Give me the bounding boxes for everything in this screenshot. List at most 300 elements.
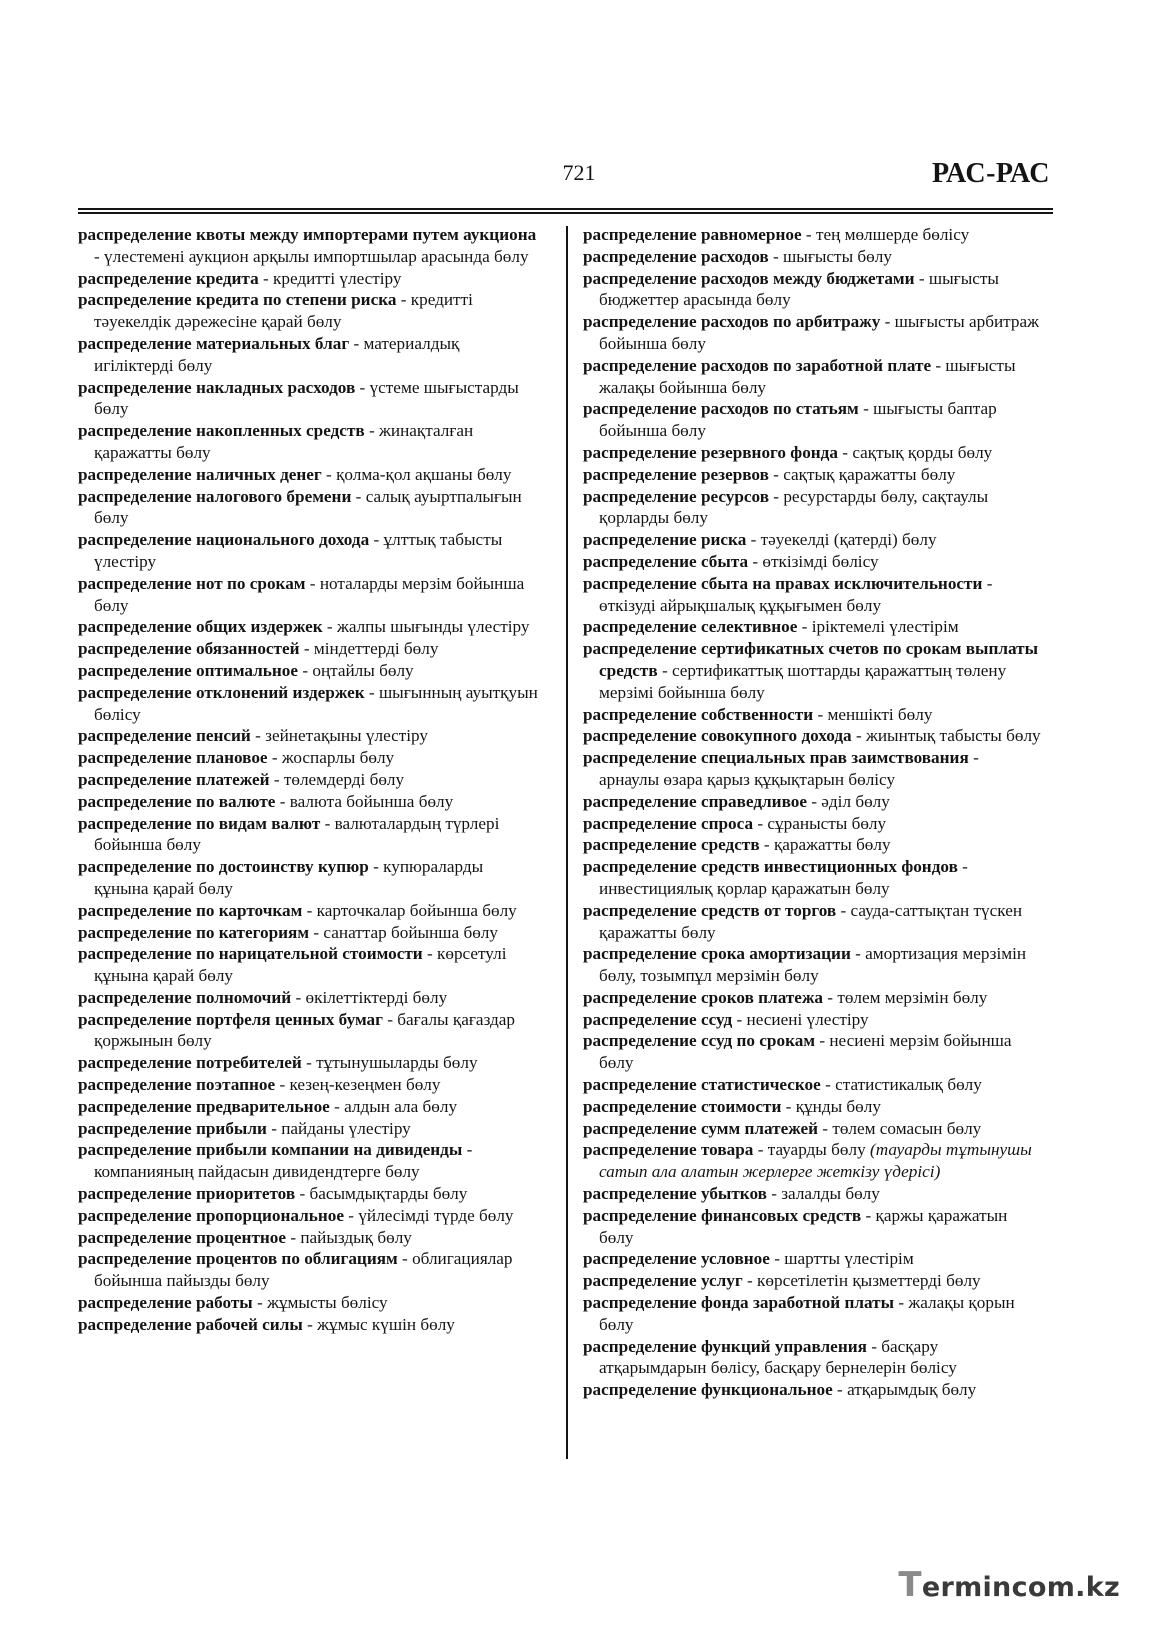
dictionary-entry — [78, 1314, 538, 1336]
entry-separator: - — [291, 987, 306, 1007]
entry-term: распределение платежей — [78, 769, 270, 789]
entry-term: распределение работы — [78, 1293, 253, 1313]
dictionary-entry — [583, 900, 1043, 944]
dictionary-entry — [583, 943, 1043, 987]
entry-term: распределение кредита по степени риска — [78, 290, 397, 310]
dictionary-entry — [583, 1074, 1043, 1096]
entry-term: распределение прибыли компании на дивиденды — [78, 1140, 463, 1160]
entry-separator: - — [275, 1075, 290, 1095]
entry-separator: - — [850, 944, 866, 964]
entry-definition: сертификаттық шоттарды қаражаттың төлену мерзімі бойынша бөлу — [599, 660, 1007, 702]
entry-term: распределение функциональное — [583, 1380, 833, 1400]
entry-definition: сауда-саттықтан түскен қаражатты бөлу — [599, 900, 1023, 942]
entry-term: распределение справедливое — [583, 791, 807, 811]
entry-term: распределение товара — [583, 1140, 754, 1160]
dictionary-entry — [583, 616, 1043, 638]
header-rule-top — [78, 208, 1053, 210]
entry-definition: көрсетулі құнына қарай бөлу — [94, 944, 507, 986]
entry-definition: тұтынушыларды бөлу — [316, 1053, 478, 1073]
dictionary-entry — [583, 747, 1043, 791]
entry-definition: шығысты бюджеттер арасында бөлу — [599, 268, 999, 310]
entry-separator: - — [861, 1205, 876, 1225]
entry-separator: - — [858, 399, 874, 419]
dictionary-entry — [583, 1009, 1043, 1031]
entry-separator: - — [832, 1380, 848, 1400]
dictionary-entry — [583, 1030, 1043, 1074]
entry-separator: - — [813, 704, 828, 724]
dictionary-entry — [78, 268, 538, 290]
dictionary-entry — [78, 377, 538, 421]
entry-definition: өткізуді айрықшалық құқығымен бөлу — [599, 595, 882, 615]
entry-separator: - — [880, 312, 895, 332]
dictionary-entry — [78, 1139, 538, 1183]
dictionary-entry — [583, 246, 1043, 268]
entry-definition: меншікті бөлу — [827, 704, 933, 724]
entry-term: распределение средств — [583, 835, 760, 855]
entry-separator: - — [302, 900, 317, 920]
entry-separator: - — [364, 682, 379, 702]
entry-term: распределение процентное — [78, 1227, 287, 1247]
entry-term: распределение портфеля ценных бумаг — [78, 1009, 383, 1029]
entry-definition: сақтық қаражатты бөлу — [783, 464, 956, 484]
entry-definition: шығысты жалақы бойынша бөлу — [599, 355, 1016, 397]
dictionary-entry — [78, 900, 538, 922]
entry-definition: жоспарлы бөлу — [281, 748, 395, 768]
entry-separator: - — [266, 1118, 282, 1138]
entry-separator: - — [329, 1096, 345, 1116]
entry-separator: - — [766, 1184, 782, 1204]
entry-definition: шығысты баптар бойынша бөлу — [599, 399, 997, 441]
entry-definition: атқарымдық бөлу — [847, 1380, 977, 1400]
entry-separator: - — [732, 1009, 747, 1029]
entry-separator: - — [982, 573, 993, 593]
entry-separator: - — [801, 225, 816, 244]
entry-term: распределение средств от торгов — [583, 900, 837, 920]
dictionary-entry — [78, 1292, 538, 1314]
dictionary-entry — [583, 987, 1043, 1009]
entry-separator: - — [820, 1075, 836, 1095]
dictionary-entry — [78, 1096, 538, 1118]
entry-definition: валюта бойынша бөлу — [289, 791, 454, 811]
entry-definition: облигациялар бойынша пайызды бөлу — [94, 1249, 513, 1291]
entry-term: распределение приоритетов — [78, 1184, 296, 1204]
dictionary-entry — [78, 1118, 538, 1140]
entry-separator: - — [286, 1227, 301, 1247]
entry-term: распределение срока амортизации — [583, 944, 851, 964]
entry-term: распределение специальных прав заимствования — [583, 748, 969, 768]
entry-definition: көрсетілетін қызметтерді бөлу — [757, 1271, 981, 1291]
dictionary-entry — [78, 529, 538, 573]
dictionary-entry — [78, 725, 538, 747]
entry-definition: сұранысты бөлу — [767, 813, 887, 833]
entry-definition: алдын ала бөлу — [344, 1096, 458, 1116]
entry-term: распределение по нарицательной стоимости — [78, 944, 423, 964]
entry-definition: үйлесімді түрде бөлу — [358, 1205, 514, 1225]
entry-definition: басқару атқарымдарын бөлісу, басқару бернелерін бөлісу — [599, 1336, 957, 1378]
entry-definition: өткізімді бөлісу — [762, 551, 879, 571]
entry-term: распределение убытков — [583, 1184, 767, 1204]
dictionary-entry — [78, 1227, 538, 1249]
entry-definition: құнды бөлу — [795, 1096, 881, 1116]
entry-term: распределение расходов по арбитражу — [583, 312, 881, 332]
entry-definition: шығысты арбитраж бойынша бөлу — [599, 312, 1039, 353]
entry-separator: - — [269, 769, 284, 789]
dictionary-entry — [78, 922, 538, 944]
entry-separator: - — [258, 268, 274, 288]
running-head: РАС-РАС — [932, 158, 1050, 189]
entry-definition: шартты үлестірім — [784, 1249, 914, 1269]
entry-separator: - — [894, 1293, 909, 1313]
dictionary-entry — [78, 769, 538, 791]
entry-separator: - — [968, 748, 979, 768]
entry-definition: пайыздық бөлу — [300, 1227, 412, 1247]
entry-definition: шығынның ауытқуын бөлісу — [94, 682, 538, 724]
entry-separator: - — [753, 813, 768, 833]
entry-separator: - — [769, 1249, 785, 1269]
entry-definition: тең мөлшерде бөлісу — [815, 225, 970, 244]
entry-term: распределение резервов — [583, 464, 769, 484]
entry-definition: материалдық игіліктерді бөлу — [94, 333, 460, 375]
entry-term: распределение фонда заработной платы — [583, 1293, 895, 1313]
entry-separator: - — [355, 377, 370, 397]
entry-term: распределение расходов — [583, 246, 769, 266]
dictionary-entry — [78, 856, 538, 900]
dictionary-entry — [583, 1118, 1043, 1140]
dictionary-entry — [583, 1183, 1043, 1205]
entry-term: распределение стоимости — [583, 1096, 782, 1116]
entry-term: распределение квоты между импортерами путем аукциона — [78, 225, 537, 244]
entry-term: распределение сбыта — [583, 551, 749, 571]
entry-term: распределение по видам валют — [78, 813, 321, 833]
entry-definition: статистикалық бөлу — [835, 1075, 982, 1095]
entry-term: распределение ресурсов — [583, 486, 769, 506]
entry-separator: - — [815, 1031, 830, 1051]
entry-term: распределение услуг — [583, 1271, 743, 1291]
dictionary-entry — [583, 1139, 1043, 1183]
entry-separator: - — [742, 1271, 758, 1291]
header-rule-bottom — [78, 212, 1053, 214]
entry-separator: - — [837, 442, 853, 462]
entry-definition: несиені үлестіру — [746, 1009, 869, 1029]
entry-term: распределение финансовых средств — [583, 1205, 862, 1225]
dictionary-entry — [78, 289, 538, 333]
entry-definition: ресурстарды бөлу, сақтаулы қорларды бөлу — [599, 486, 989, 528]
entry-definition: іріктемелі үлестірім — [811, 617, 959, 637]
dictionary-entry — [78, 420, 538, 464]
entry-term: распределение статистическое — [583, 1075, 821, 1095]
entry-definition: үстеме шығыстарды бөлу — [94, 377, 519, 419]
entry-term: распределение равномерное — [583, 225, 802, 244]
entry-term: распределение потребителей — [78, 1053, 302, 1073]
dictionary-entry — [78, 813, 538, 857]
entry-term: распределение налогового бремени — [78, 486, 352, 506]
entry-separator: - — [422, 944, 437, 964]
entry-term: распределение по категориям — [78, 922, 310, 942]
dictionary-entry — [583, 791, 1043, 813]
entry-definition: несиені мерзім бойынша бөлу — [599, 1031, 1012, 1073]
entry-definition: кредитті тәуекелдік дәрежесіне қарай бөлу — [94, 290, 473, 332]
entry-separator: - — [302, 1314, 318, 1334]
watermark-text: ermincom.kz — [921, 1572, 1120, 1603]
left-column — [78, 224, 538, 1336]
entry-definition: компанияның пайдасын дивидендтерге бөлу — [94, 1162, 420, 1182]
dictionary-entry — [583, 1336, 1043, 1380]
entry-definition: міндеттерді бөлу — [313, 639, 439, 659]
entry-separator: - — [746, 530, 761, 550]
entry-term: распределение резервного фонда — [583, 442, 838, 462]
dictionary-entry — [583, 311, 1043, 355]
entry-definition: үлестемені аукцион арқылы импортшылар арасында бөлу — [104, 246, 529, 266]
entry-term: распределение собственности — [583, 704, 814, 724]
entry-term: распределение сумм платежей — [583, 1118, 818, 1138]
entry-term: распределение оптимальное — [78, 660, 299, 680]
entry-definition: төлем сомасын бөлу — [832, 1118, 982, 1138]
entry-separator: - — [94, 246, 105, 266]
entry-term: распределение сертификатных счетов по срокам выплаты средств — [583, 639, 1038, 680]
entry-note: (тауарды тұтынушы сатып ала алатын жерлерге жеткізу үдерісі) — [599, 1140, 1032, 1182]
entry-term: распределение общих издержек — [78, 617, 323, 637]
entry-separator: - — [931, 355, 946, 375]
watermark-logo — [898, 1565, 1120, 1605]
entry-separator: - — [866, 1336, 882, 1356]
entry-separator: - — [462, 1140, 473, 1160]
entry-definition: ноталарды мерзім бойынша бөлу — [94, 573, 525, 615]
entry-term: распределение прибыли — [78, 1118, 267, 1138]
dictionary-entry — [583, 1248, 1043, 1270]
entry-term: распределение расходов по статьям — [583, 399, 859, 419]
dictionary-entry — [583, 442, 1043, 464]
entry-term: распределение условное — [583, 1249, 770, 1269]
entry-definition: купюраларды құнына қарай бөлу — [94, 857, 484, 898]
dictionary-entry — [78, 943, 538, 987]
dictionary-entry — [583, 464, 1043, 486]
entry-separator: - — [321, 464, 337, 484]
entry-separator: - — [914, 268, 929, 288]
entry-definition: шығысты бөлу — [783, 246, 892, 266]
entry-term: распределение расходов между бюджетами — [583, 268, 915, 288]
entry-term: распределение средств инвестиционных фондов — [583, 857, 958, 877]
dictionary-entry — [78, 682, 538, 726]
entry-definition: зейнетақыны үлестіру — [265, 726, 429, 746]
entry-term: распределение наличных денег — [78, 464, 322, 484]
entry-separator: - — [320, 813, 335, 833]
entry-term: распределение сбыта на правах исключительности — [583, 573, 983, 593]
entry-separator: - — [759, 835, 774, 855]
dictionary-entry — [583, 725, 1043, 747]
dictionary-entry — [583, 704, 1043, 726]
entry-definition: жинақталған қаражатты бөлу — [94, 421, 474, 462]
entry-definition: оңтайлы бөлу — [312, 660, 414, 680]
entry-term: распределение рабочей силы — [78, 1314, 303, 1334]
entry-definition: төлем мерзімін бөлу — [837, 987, 988, 1007]
entry-separator: - — [364, 421, 379, 441]
entry-term: распределение по валюте — [78, 791, 276, 811]
entry-term: распределение кредита — [78, 268, 259, 288]
entry-separator: - — [305, 573, 320, 593]
entry-separator: - — [322, 617, 337, 637]
entry-separator: - — [368, 857, 384, 877]
entry-term: распределение спроса — [583, 813, 754, 833]
entry-separator: - — [351, 486, 366, 506]
entry-definition: әділ бөлу — [821, 791, 890, 811]
dictionary-entry — [78, 638, 538, 660]
dictionary-entry — [78, 573, 538, 617]
entry-separator: - — [957, 857, 968, 877]
entry-term: распределение процентов по облигациям — [78, 1249, 398, 1269]
entry-definition: санаттар бойынша бөлу — [323, 922, 498, 942]
dictionary-entry — [583, 1205, 1043, 1249]
entry-term: распределение отклонений издержек — [78, 682, 365, 702]
entry-separator: - — [275, 791, 290, 811]
entry-separator: - — [301, 1053, 317, 1073]
entry-definition: салық ауыртпалығын бөлу — [94, 486, 522, 528]
column-divider — [566, 226, 568, 1459]
entry-separator: - — [382, 1009, 398, 1029]
dictionary-entry — [583, 268, 1043, 312]
entry-separator: - — [349, 333, 364, 353]
entry-definition: жиынтық табысты бөлу — [865, 726, 1041, 746]
entry-definition: тауарды бөлу — [767, 1140, 866, 1160]
entry-separator: - — [299, 639, 314, 659]
entry-term: распределение накопленных средств — [78, 421, 365, 441]
entry-separator: - — [252, 1293, 268, 1313]
dictionary-entry — [78, 987, 538, 1009]
entry-definition: карточкалар бойынша бөлу — [316, 900, 517, 920]
entry-separator: - — [836, 900, 851, 920]
entry-separator: - — [298, 660, 313, 680]
dictionary-entry — [78, 1205, 538, 1227]
dictionary-entry — [583, 1379, 1043, 1401]
entry-term: распределение материальных благ — [78, 333, 350, 353]
entry-definition: қаражатты бөлу — [773, 835, 891, 855]
entry-separator: - — [823, 987, 838, 1007]
entry-separator: - — [768, 246, 784, 266]
entry-definition: валюталардың түрлері бойынша бөлу — [94, 813, 500, 855]
entry-term: распределение пенсий — [78, 726, 251, 746]
entry-separator: - — [344, 1205, 359, 1225]
entry-separator: - — [267, 748, 282, 768]
dictionary-entry — [583, 551, 1043, 573]
dictionary-entry — [78, 1052, 538, 1074]
entry-term: распределение полномочий — [78, 987, 292, 1007]
dictionary-entry — [583, 529, 1043, 551]
dictionary-entry — [583, 834, 1043, 856]
entry-term: распределение по достоинству купюр — [78, 857, 369, 877]
dictionary-entry — [583, 856, 1043, 900]
page-number: 721 — [562, 160, 596, 185]
entry-definition: бағалы қағаздар қоржынын бөлу — [94, 1009, 516, 1051]
entry-separator: - — [797, 617, 812, 637]
entry-separator: - — [768, 464, 784, 484]
entry-separator: - — [781, 1096, 796, 1116]
entry-term: распределение ссуд по срокам — [583, 1031, 816, 1051]
dictionary-entry — [583, 1292, 1043, 1336]
entry-definition: жұмысты бөлісу — [267, 1293, 388, 1313]
entry-term: распределение селективное — [583, 617, 798, 637]
entry-separator: - — [817, 1118, 833, 1138]
entry-separator: - — [309, 922, 324, 942]
entry-definition: өкілеттіктерді бөлу — [305, 987, 448, 1007]
entry-term: распределение нот по срокам — [78, 573, 306, 593]
entry-definition: сақтық қорды бөлу — [852, 442, 993, 462]
entry-separator: - — [396, 290, 411, 310]
entry-definition: залалды бөлу — [781, 1184, 880, 1204]
dictionary-entry — [78, 1074, 538, 1096]
entry-definition: пайданы үлестіру — [281, 1118, 411, 1138]
dictionary-entry — [78, 616, 538, 638]
entry-term: распределение ссуд — [583, 1009, 733, 1029]
entry-definition: қаржы қаражатын бөлу — [599, 1205, 1008, 1247]
entry-term: распределение сроков платежа — [583, 987, 823, 1007]
entry-separator: - — [753, 1140, 768, 1160]
dictionary-entry — [78, 1183, 538, 1205]
entry-separator: - — [657, 660, 672, 680]
dictionary-entry — [78, 1009, 538, 1053]
entry-separator: - — [769, 486, 784, 506]
watermark-t: T — [898, 1565, 922, 1605]
entry-term: распределение плановое — [78, 748, 268, 768]
entry-term: распределение расходов по заработной плате — [583, 355, 932, 375]
entry-definition: тәуекелді (қатерді) бөлу — [760, 530, 937, 550]
entry-definition: кезең-кезеңмен бөлу — [289, 1075, 441, 1095]
entry-separator: - — [851, 726, 866, 746]
entry-definition: төлемдерді бөлу — [283, 769, 405, 789]
entry-separator: - — [748, 551, 763, 571]
entry-separator: - — [250, 726, 266, 746]
dictionary-entry — [583, 1096, 1043, 1118]
dictionary-entry — [78, 660, 538, 682]
entry-definition: басымдықтарды бөлу — [309, 1184, 468, 1204]
entry-term: распределение пропорциональное — [78, 1205, 344, 1225]
dictionary-entry — [78, 333, 538, 377]
dictionary-entry — [583, 486, 1043, 530]
entry-definition: арнаулы өзара қарыз құқықтарын бөлісу — [599, 769, 896, 789]
entry-term: распределение обязанностей — [78, 639, 300, 659]
entry-definition: жұмыс күшін бөлу — [317, 1314, 455, 1334]
dictionary-entry — [583, 813, 1043, 835]
entry-separator: - — [369, 530, 384, 550]
entry-term: распределение предварительное — [78, 1096, 330, 1116]
entry-term: распределение риска — [583, 530, 747, 550]
entry-term: распределение накладных расходов — [78, 377, 356, 397]
entry-term: распределение поэтапное — [78, 1075, 276, 1095]
dictionary-entry — [583, 355, 1043, 399]
entry-definition: қолма-қол ақшаны бөлу — [336, 464, 512, 484]
entry-definition: амортизация мерзімін бөлу, тозымпұл мерзімін бөлу — [599, 944, 1027, 986]
dictionary-entry — [78, 486, 538, 530]
dictionary-entry — [583, 224, 1043, 246]
entry-definition: ұлттық табысты үлестіру — [94, 530, 503, 571]
dictionary-entry — [78, 1248, 538, 1292]
dictionary-entry — [78, 747, 538, 769]
entry-definition: инвестициялық қорлар қаражатын бөлу — [599, 878, 890, 898]
dictionary-entry — [78, 224, 538, 268]
right-column — [583, 224, 1043, 1401]
entry-definition: жалпы шығынды үлестіру — [336, 617, 530, 637]
dictionary-entry — [583, 398, 1043, 442]
entry-separator: - — [295, 1184, 310, 1204]
entry-term: распределение функций управления — [583, 1336, 867, 1356]
dictionary-entry — [583, 1270, 1043, 1292]
entry-separator: - — [806, 791, 822, 811]
entry-definition: кредитті үлестіру — [273, 268, 402, 288]
entry-term: распределение национального дохода — [78, 530, 370, 550]
dictionary-entry — [78, 464, 538, 486]
dictionary-entry — [78, 791, 538, 813]
entry-term: распределение совокупного дохода — [583, 726, 852, 746]
dictionary-entry — [583, 638, 1043, 703]
entry-separator: - — [397, 1249, 413, 1269]
